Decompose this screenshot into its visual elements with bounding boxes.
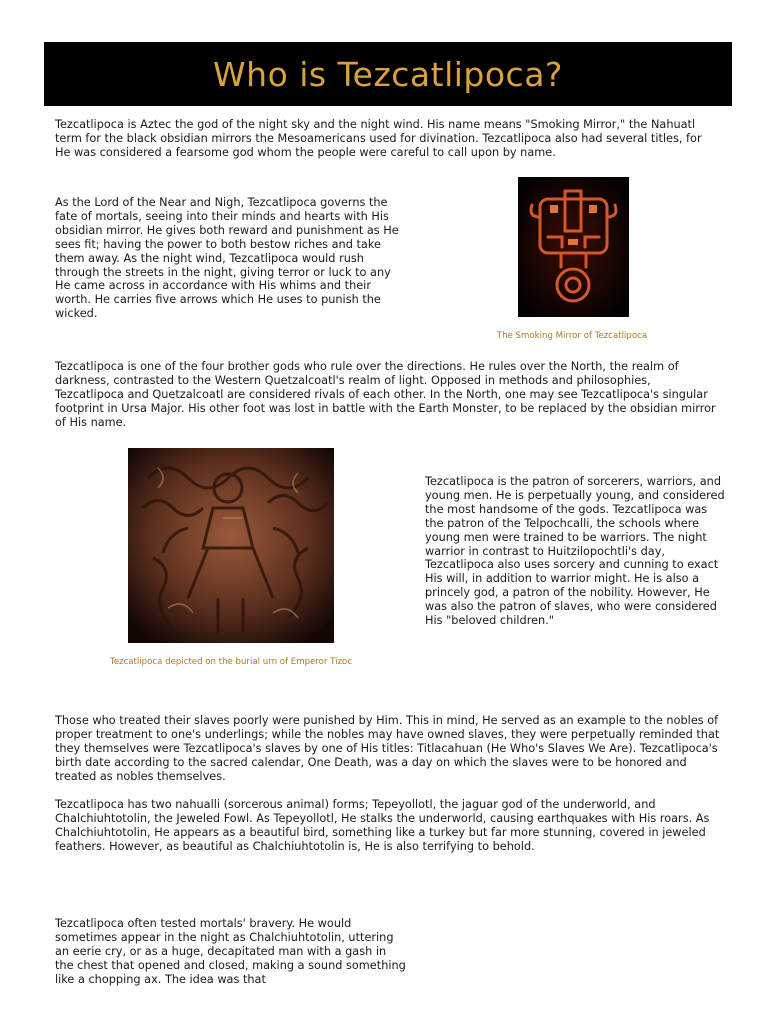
nahualli-paragraph: Tezcatlipoca has two nahualli (sorcerous animal) forms; Tepeyollotl, the jaguar god of the underworld, and Chalchiuhtotolin, the Jeweled Fowl. As Tepeyollotl, He stalks the underworld, causing earthquakes with His roars. As Chalchiuhtotolin, He appears as a beautiful bird, something like a turkey but far more stunning, covered in jeweled feathers. However, as beautiful as Chalchiuhtotolin is, He is also terrifying to behold. bbox=[55, 798, 710, 853]
title-banner bbox=[44, 42, 732, 106]
bravery-paragraph: Tezcatlipoca often tested mortals' bravery. He would sometimes appear in the night as Chalchiuhtotolin, uttering an eerie cry, or as a huge, decapitated man with a gash in the chest that opened and closed, making a sound something like a chopping ax. The idea was that bbox=[55, 917, 406, 986]
mirror-caption: The Smoking Mirror of Tezcatlipoca bbox=[496, 331, 648, 341]
urn-caption: Tezcatlipoca depicted on the burial urn of Emperor Tizoc bbox=[109, 657, 353, 667]
intro-paragraph: Tezcatlipoca is Aztec the god of the night sky and the night wind. His name means "Smoking Mirror," the Nahuatl term for the black obsidian mirrors the Mesoamericans used for divination. Tezcatlipoca also had several titles, for He was considered a fearsome god whom the people were careful to call upon by name. bbox=[55, 118, 702, 159]
burial-urn-image bbox=[128, 448, 334, 643]
brother-gods-paragraph: Tezcatlipoca is one of the four brother gods who rule over the directions. He rules over the North, the realm of darkness, contrasted to the Western Quetzalcoatl's realm of light. Opposed in methods and philosophies, Tezcatlipoca and Quetzalcoatl are considered rivals of each other. In the North, one may see Tezcatlipoca's singular footprint in Ursa Major. His other foot was lost in battle with the Earth Monster, to be replaced by the obsidian mirror of His name. bbox=[55, 360, 716, 429]
smoking-mirror-image bbox=[518, 177, 629, 317]
slaves-paragraph: Those who treated their slaves poorly were punished by Him. This in mind, He served as an example to the nobles of proper treatment to one's underlings; while the nobles may have owned slaves, they were perpetually reminded that they themselves were Tezcatlipoca's slaves by one of His titles: Titlacahuan (He Who's Slaves We Are). Tezcatlipoca's birth date according to the sacred calendar, One Death, was a day on which the slaves were to be honored and treated as nobles themselves. bbox=[55, 714, 720, 783]
page-title: Who is Tezcatlipoca? bbox=[213, 54, 563, 94]
patron-paragraph: Tezcatlipoca is the patron of sorcerers, warriors, and young men. He is perpetually young, and considered the most handsome of the gods. Tezcatlipoca was the patron of the Telpochcalli, the schools where young men were trained to be warriors. The night warrior in contrast to Huitzilopochtli's day, Tezcatlipoca also uses sorcery and cunning to exact His will, in addition to warrior might. He is also a princely god, a patron of the nobility. However, He was also the patron of slaves, who were considered His "beloved children." bbox=[425, 475, 725, 628]
lord-paragraph: As the Lord of the Near and Nigh, Tezcatlipoca governs the fate of mortals, seeing into their minds and hearts with His obsidian mirror. He gives both reward and punishment as He sees fit; having the power to both bestow riches and take them away. As the night wind, Tezcatlipoca would rush through the streets in the night, giving terror or luck to any He came across in accordance with His whims and their worth. He carries five arrows which He uses to punish the wicked. bbox=[55, 196, 399, 321]
